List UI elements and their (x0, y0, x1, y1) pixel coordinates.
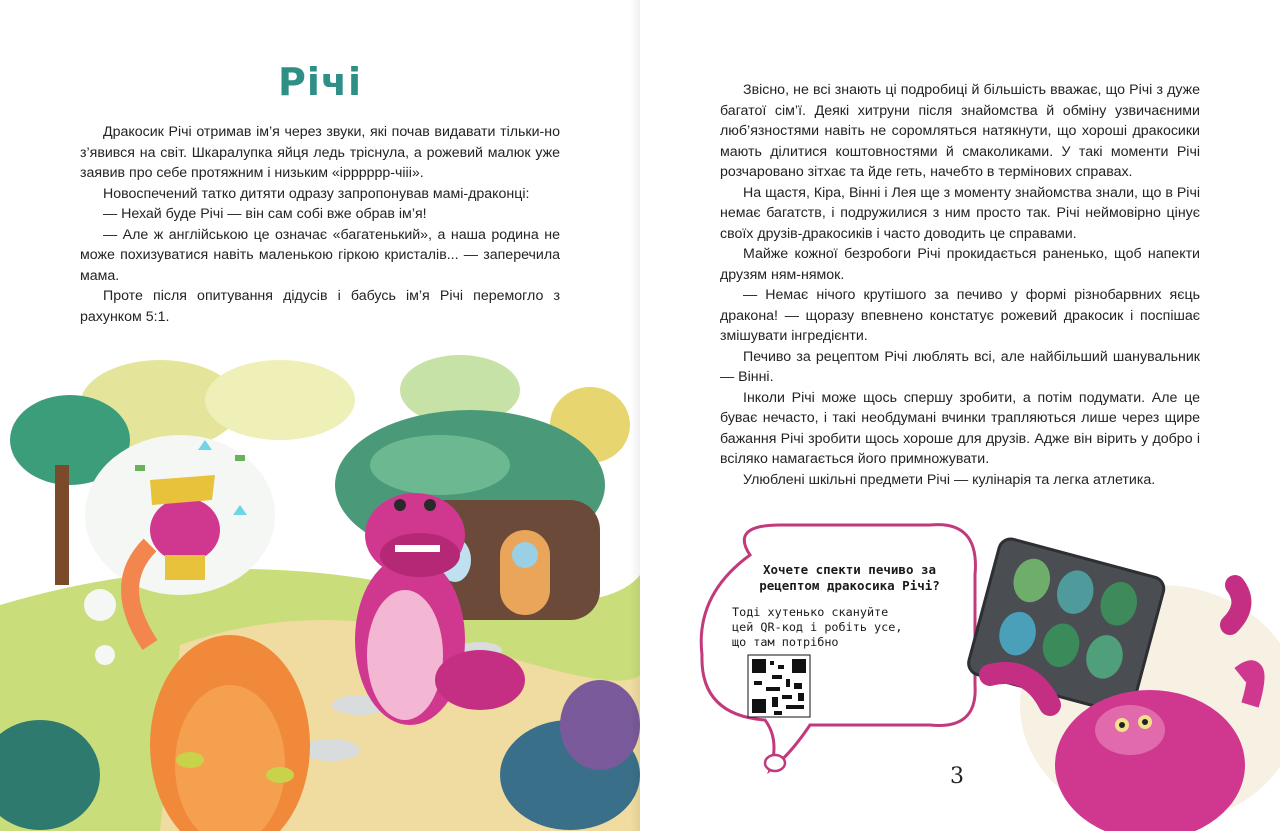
money-icon (235, 455, 245, 461)
foreground-bush (560, 680, 640, 770)
richi-dragon-eye (424, 499, 436, 511)
richi-dragon-belly (367, 590, 443, 720)
thought-bubble-dot (95, 645, 115, 665)
paragraph: Майже кожної безробоги Річі прокидається раненько, щоб напекти друзям ням-нямок. (720, 246, 1200, 283)
richi-dragon-teeth (395, 545, 440, 552)
dragon-village-illustration (0, 345, 640, 831)
paragraph: Звісно, не всі знають ці подробиці й більшість вважає, що Річі з дуже багатої сім’ї. Деякі хитруни після знайомства й обміну узвичаєними люб’язностями навіть не соромляться натякнути, що хороші дракосики мають ділитися коштовностями й смаколиками. У такі моменти Річі розчаровано зітхає та йде геть, начебто в термінових справах. (720, 82, 1200, 180)
gold-chain (165, 555, 205, 580)
hair-tie (266, 767, 294, 783)
paragraph: — Але ж англійською це означає «багатенький», а наша родина не може похизуватися навіть маленькою гіркою кристалів... — заперечила мама. (80, 226, 560, 284)
bubble-question-line: Хочете спекти печиво за (762, 562, 937, 577)
right-text-block (720, 80, 1200, 490)
richi-dragon-arm (990, 673, 1050, 705)
bubble-question-line: рецептом дракосика Річі? (759, 578, 940, 593)
paragraph: На щастя, Кіра, Вінні і Лея ще з моменту знайомства знали, що в Річі немає багатств, і подружилися з ним просто так. Річі неймовірно цінує своїх друзів-дракосиків і часто доводить це справами. (720, 184, 1200, 242)
richi-dragon-arm (1230, 585, 1241, 625)
money-icon (135, 465, 145, 471)
richi-dragon-mouth (380, 533, 460, 577)
bubble-question (742, 562, 957, 594)
paragraph: Інколи Річі може щось спершу зробити, а потім подумати. Але це буває нечасто, і такі необдумані вчинки трапляються лише через щире бажання Річі зробити щось хороше для друзів. Адже він вірить у добро і всіляко намагається його примножувати. (720, 389, 1200, 467)
tree-trunk (55, 465, 69, 585)
paragraph: Новоспечений татко дитяти одразу запропонував мамі-драконці: (103, 185, 530, 202)
paragraph: Печиво за рецептом Річі люблять всі, але найбільший шанувальник — Вінні. (720, 348, 1200, 385)
hair-tie (176, 752, 204, 768)
page-title: Річі (278, 60, 362, 104)
richi-dragon-tail (435, 650, 525, 710)
paragraph: Проте після опитування дідусів і бабусь ім’я Річі перемогло з рахунком 5:1. (80, 288, 560, 325)
paragraph: — Нехай буде Річі — він сам собі вже обрав ім’я! (103, 206, 427, 222)
bubble-instruction-line: Тоді хутенько скануйте (732, 605, 889, 619)
page-number: 3 (950, 764, 964, 789)
paragraph: Улюблені шкільні предмети Річі — кулінарія та легка атлетика. (743, 471, 1156, 488)
bubble-instruction-line: що там потрібно (732, 635, 839, 649)
left-text-block (80, 122, 560, 327)
richi-dragon-head (1095, 705, 1165, 755)
bubble-tail-dot (765, 755, 785, 771)
paragraph: Дракосик Річі отримав ім’я через звуки, які почав видавати тільки-но з’явився на світ. Шкаралупка яйця ледь тріснула, а рожевий малюк уже заявив про себе протяжним і низьким «ірррррр-чііі». (80, 124, 560, 181)
rich-dragon-head (150, 498, 220, 562)
richi-dragon-eye (394, 499, 406, 511)
paragraph: — Немає нічого крутішого за печиво у формі різнобарвних яєць дракона! — щоразу впевнено констатує рожевий дракосик і поспішає змішувати інгредієнти. (720, 287, 1200, 344)
door-window (512, 542, 538, 568)
tree-canopy (205, 360, 355, 440)
bubble-instruction-line: цей QR-код і робіть усе, (732, 620, 903, 634)
yellow-cap (150, 475, 215, 505)
house-roof-highlight (370, 435, 510, 495)
bubble-instruction (732, 605, 932, 650)
thought-bubble-dot (84, 589, 116, 621)
